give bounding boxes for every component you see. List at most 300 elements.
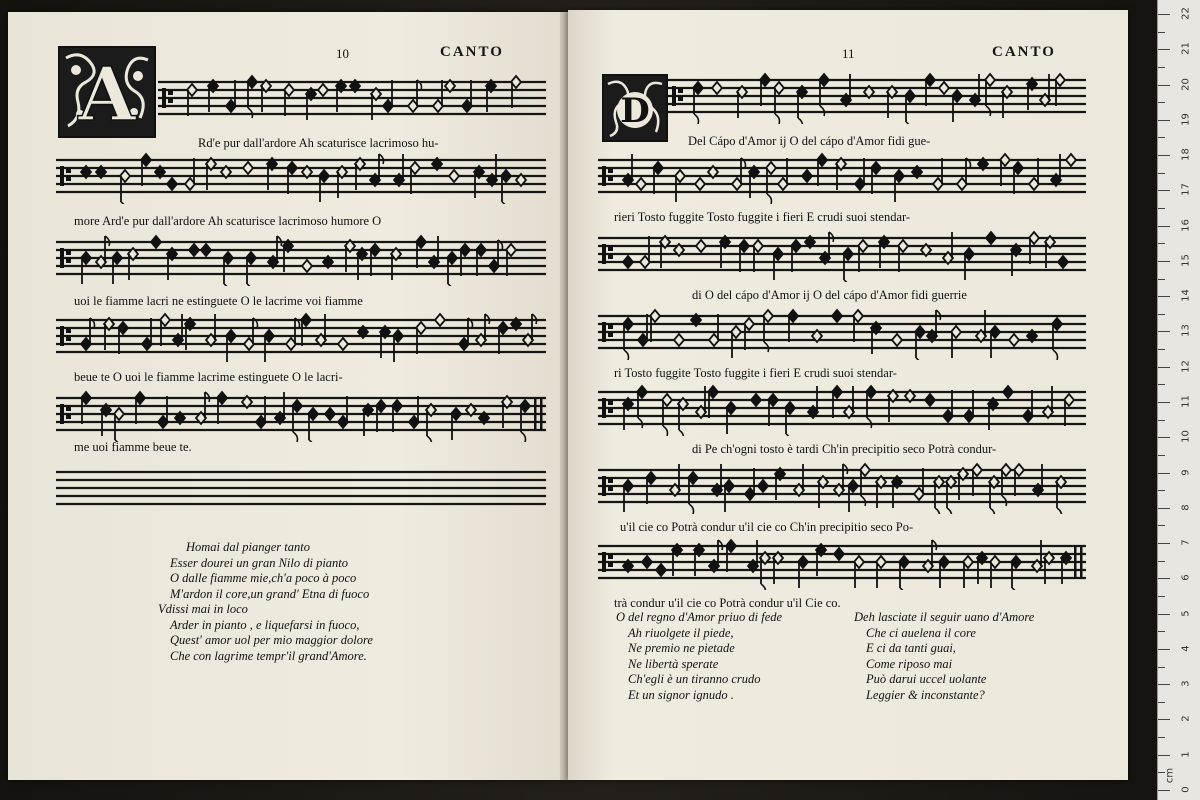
note-icon — [433, 80, 443, 112]
note-icon — [876, 476, 886, 508]
note-icon — [712, 82, 722, 94]
note-icon — [462, 80, 472, 112]
note-icon — [1029, 232, 1039, 264]
empty-staff — [56, 464, 546, 508]
verse-block-left — [616, 610, 782, 703]
note-icon — [81, 392, 91, 424]
lyric-line-6: u'il cie co Potrà condur u'il cie co Ch'in precipitio seco Po- — [620, 520, 914, 534]
verse-line: Deh lasciate il seguir uano d'Amore — [854, 610, 1035, 624]
note-icon — [394, 154, 404, 186]
ruler-tick — [1158, 367, 1170, 368]
note-icon — [1003, 386, 1013, 398]
note-icon — [128, 248, 138, 280]
ruler-label: 4 — [1180, 645, 1192, 652]
note-icon — [958, 468, 968, 500]
verse-line: Homai dal pianger tanto — [186, 540, 310, 554]
verse-line: Esser dourei un gran Nilo di pianto — [170, 555, 349, 570]
left-page — [8, 12, 564, 780]
note-icon — [834, 464, 848, 496]
note-icon — [268, 236, 282, 268]
note-icon — [187, 84, 197, 116]
note-icon — [854, 556, 864, 588]
ruler-tick — [1158, 420, 1165, 421]
note-icon — [1058, 256, 1068, 268]
note-icon — [318, 84, 328, 96]
note-icon — [256, 396, 266, 428]
note-icon — [923, 540, 937, 572]
ruler-label: 14 — [1180, 289, 1192, 303]
note-icon — [357, 248, 367, 280]
note-icon — [523, 314, 537, 346]
ruler-label: 0 — [1180, 786, 1192, 793]
ruler-label: 8 — [1180, 504, 1192, 511]
verse-block — [158, 540, 373, 664]
note-icon — [1043, 386, 1053, 418]
note-icon — [1027, 78, 1037, 110]
note-icon — [408, 80, 422, 112]
note-icon — [451, 408, 461, 440]
note-icon — [167, 178, 177, 190]
note-icon — [371, 88, 381, 120]
note-icon — [306, 88, 316, 120]
note-icon — [206, 314, 216, 346]
note-icon — [489, 240, 503, 272]
note-icon — [773, 552, 783, 584]
ruler-label: 2 — [1180, 715, 1192, 723]
note-icon — [114, 408, 124, 442]
note-icon — [990, 556, 1000, 588]
verse-line: Vdissi mai in loco — [158, 602, 248, 616]
ruler-label: 17 — [1180, 183, 1192, 197]
ruler-tick — [1158, 455, 1165, 456]
note-icon — [283, 240, 293, 272]
lyric-line-2: more Ard'e pur dall'ardore Ah scaturisce lacrimoso humore O — [74, 214, 382, 228]
note-icon — [1029, 158, 1039, 190]
note-icon — [243, 162, 253, 174]
note-icon — [623, 398, 633, 430]
ruler-unit: cm — [1164, 767, 1176, 784]
note-icon — [853, 310, 863, 342]
ruler-tick — [1158, 349, 1165, 350]
ruler-tick — [1158, 32, 1165, 33]
note-icon — [167, 248, 177, 280]
note-icon — [899, 556, 909, 590]
note-icon — [726, 402, 736, 434]
note-icon — [160, 314, 170, 346]
ruler-tick — [1158, 578, 1170, 579]
note-icon — [939, 82, 949, 94]
note-icon — [964, 390, 974, 422]
note-icon — [798, 556, 808, 588]
note-icon — [449, 170, 459, 182]
note-icon — [226, 330, 236, 362]
note-icon — [720, 236, 730, 268]
verse-line: Come riposo mai — [866, 656, 953, 671]
note-icon — [640, 236, 650, 268]
note-icon — [775, 468, 785, 500]
note-icon — [894, 170, 904, 202]
ruler-tick — [1158, 120, 1170, 121]
ruler-label: 13 — [1180, 324, 1192, 338]
note-icon — [267, 158, 277, 190]
note-icon — [623, 256, 633, 268]
note-icon — [118, 322, 128, 354]
note-icon — [656, 564, 666, 576]
note-icon — [943, 232, 953, 264]
note-icon — [794, 464, 804, 496]
note-icon — [871, 162, 881, 194]
note-icon — [208, 80, 218, 112]
note-icon — [768, 394, 778, 426]
note-icon — [836, 158, 846, 190]
ruler-tick — [1158, 561, 1165, 562]
staff-line-3 — [598, 230, 1086, 282]
note-icon — [876, 556, 886, 588]
ruler-tick — [1158, 49, 1170, 50]
note-icon — [1066, 154, 1076, 166]
note-icon — [724, 480, 734, 512]
note-icon — [841, 74, 851, 106]
note-icon — [244, 318, 258, 350]
verse-block-right — [854, 610, 1034, 703]
staff-line-1 — [668, 72, 1086, 124]
note-icon — [286, 318, 300, 350]
lyric-line-7: trà condur u'il cie co Potrà condur u'il Cie co. — [614, 596, 841, 610]
verse-line: M'ardon il core,un grand' Etna di fuoco — [170, 586, 370, 601]
note-icon — [1013, 162, 1023, 194]
note-icon — [416, 322, 426, 354]
note-icon — [409, 396, 419, 428]
note-icon — [376, 400, 386, 432]
verse-line: Leggier & inconstante? — [866, 687, 985, 702]
note-icon — [301, 314, 311, 346]
ruler-tick — [1158, 737, 1165, 738]
note-icon — [888, 390, 898, 422]
note-icon — [338, 338, 348, 350]
ruler-label: 5 — [1180, 609, 1192, 617]
note-icon — [636, 178, 646, 190]
note-icon — [887, 86, 897, 118]
note-icon — [670, 464, 680, 496]
note-icon — [264, 330, 274, 362]
verse-line: Ne premio ne pietade — [628, 641, 735, 655]
note-icon — [623, 480, 633, 512]
note-icon — [486, 80, 496, 112]
note-icon — [1000, 154, 1010, 186]
ruler-label: 3 — [1180, 680, 1192, 687]
note-icon — [650, 310, 660, 342]
verse-line: O del regno d'Amor priuo di fede — [616, 610, 783, 624]
verse-line: E ci da tanti guai, — [866, 641, 956, 655]
note-icon — [302, 260, 312, 272]
note-icon — [977, 552, 987, 584]
note-icon — [933, 158, 943, 190]
note-icon — [506, 244, 516, 276]
note-icon — [986, 232, 996, 244]
note-icon — [502, 396, 512, 428]
ruler-tick — [1158, 14, 1170, 15]
note-icon — [808, 386, 818, 418]
note-icon — [748, 540, 758, 572]
note-icon — [1064, 394, 1074, 426]
note-icon — [623, 154, 633, 186]
ruler-tick — [1158, 684, 1170, 685]
note-icon — [410, 162, 420, 194]
note-icon — [739, 240, 749, 272]
note-icon — [751, 394, 761, 406]
verse-line: Ne libertà sperate — [628, 656, 719, 671]
note-icon — [120, 170, 130, 204]
ruler-label: 16 — [1180, 218, 1192, 232]
verse-line: Che ci auelena il core — [866, 625, 976, 640]
lyric-line-5: di Pe ch'ogni tosto è tardi Ch'in precipitio seco Potrà condur- — [692, 442, 997, 456]
note-icon — [370, 154, 384, 186]
note-icon — [871, 322, 881, 354]
staff-line-2 — [598, 152, 1086, 204]
note-icon — [963, 556, 973, 588]
note-icon — [185, 318, 195, 350]
note-icon — [778, 158, 788, 190]
note-icon — [843, 248, 853, 282]
initial-ornament-icon — [60, 48, 154, 136]
note-icon — [158, 396, 168, 428]
note-icon — [760, 74, 770, 106]
lyric-line-4: ri Tosto fuggite Tosto fuggite i fieri E crudi suoi stendar- — [614, 366, 897, 380]
note-icon — [731, 326, 741, 358]
note-icon — [1033, 464, 1043, 496]
note-icon — [816, 544, 826, 576]
note-icon — [970, 74, 980, 106]
ruler-tick — [1158, 226, 1170, 227]
note-icon — [185, 158, 195, 190]
ruler-tick — [1158, 543, 1170, 544]
note-icon — [308, 408, 318, 442]
note-icon — [141, 154, 151, 186]
ruler-tick — [1158, 155, 1170, 156]
ruler-tick — [1158, 85, 1170, 86]
ruler-label: 19 — [1180, 112, 1192, 126]
note-icon — [1023, 390, 1033, 422]
note-icon — [189, 244, 199, 256]
ruler-label: 15 — [1180, 254, 1192, 267]
note-icon — [217, 392, 227, 424]
note-icon — [101, 404, 111, 436]
ruler-tick — [1158, 719, 1170, 720]
note-icon — [1011, 244, 1021, 276]
note-icon — [785, 402, 795, 436]
note-icon — [1011, 556, 1021, 590]
note-icon — [844, 386, 854, 418]
note-icon — [832, 310, 842, 322]
note-icon — [391, 248, 401, 280]
note-icon — [319, 170, 329, 202]
note-icon — [898, 240, 908, 272]
note-icon — [345, 240, 355, 272]
note-icon — [447, 252, 457, 286]
verse-line: Che con lagrime tempr'il grand'Amore. — [170, 648, 367, 663]
staff-line-3 — [56, 234, 546, 286]
note-icon — [223, 252, 233, 286]
note-icon — [459, 318, 473, 350]
note-icon — [487, 154, 497, 186]
note-icon — [287, 162, 297, 194]
note-icon — [952, 90, 962, 122]
ruler-tick — [1158, 173, 1165, 174]
note-icon — [1044, 552, 1054, 584]
note-icon — [355, 158, 365, 190]
ruler-tick — [1158, 261, 1170, 262]
lyric-line-3: di O del cápo d'Amor ij O del cápo d'Amor fidi guerrie — [692, 288, 967, 302]
note-icon — [646, 472, 656, 504]
note-icon — [112, 252, 122, 284]
staff-line-2 — [56, 152, 546, 204]
note-icon — [818, 476, 828, 508]
ruler-tick — [1158, 649, 1170, 650]
ruler-tick — [1158, 525, 1165, 526]
staff-line-4 — [598, 308, 1086, 360]
ruler-label: 9 — [1180, 468, 1192, 476]
note-icon — [653, 162, 663, 194]
note-icon — [712, 464, 722, 496]
note-icon — [708, 386, 718, 418]
note-icon — [672, 544, 682, 576]
note-icon — [284, 84, 294, 116]
note-icon — [393, 330, 403, 362]
ruler-tick — [1158, 384, 1165, 385]
ruler-tick — [1158, 279, 1165, 280]
staff-line-5 — [598, 384, 1086, 436]
note-icon — [675, 170, 685, 202]
ruler-label: 20 — [1180, 77, 1192, 91]
note-icon — [338, 396, 348, 428]
verse-line: Ah riuolgete il piede, — [628, 625, 734, 640]
verse-line: Quest' amor uol per mio maggior dolore — [170, 633, 373, 647]
ruler-tick — [1158, 631, 1165, 632]
note-icon — [104, 318, 114, 350]
ruler-label: 7 — [1180, 539, 1192, 546]
note-icon — [976, 310, 986, 342]
verse-line: Et un signor ignudo . — [628, 687, 734, 702]
note-icon — [695, 178, 705, 190]
lyric-line-1: Del Cápo d'Amor ij O del cápo d'Amor fidi gue- — [688, 134, 931, 148]
ruler-tick — [1158, 473, 1170, 474]
note-icon — [892, 476, 902, 508]
note-icon — [788, 310, 798, 342]
note-icon — [142, 318, 152, 350]
lyric-line-2: rieri Tosto fuggite Tosto fuggite i fieri E crudi suoi stendar- — [614, 210, 911, 224]
note-icon — [196, 392, 210, 424]
note-icon — [925, 394, 935, 406]
ruler-tick — [1158, 790, 1170, 791]
note-icon — [753, 240, 763, 272]
note-icon — [1055, 74, 1065, 106]
note-icon — [642, 556, 652, 568]
initial-letter-a: A — [78, 52, 136, 136]
note-icon — [951, 326, 961, 358]
note-icon — [325, 408, 335, 420]
note-icon — [988, 398, 998, 430]
measurement-ruler — [1157, 0, 1200, 800]
ruler-label: 6 — [1180, 574, 1192, 582]
note-icon — [943, 390, 953, 422]
note-icon — [745, 468, 755, 500]
note-icon — [81, 252, 91, 284]
note-icon — [383, 80, 393, 112]
ruler-label: 11 — [1180, 395, 1192, 408]
note-icon — [749, 166, 759, 198]
ruler-label: 21 — [1180, 42, 1192, 56]
note-icon — [820, 232, 834, 264]
note-icon — [1032, 540, 1042, 572]
lyric-line-4: beue te O uoi le fiamme lacrime estinguete O le lacri- — [74, 370, 343, 384]
note-icon — [892, 334, 902, 346]
staff-line-6 — [598, 462, 1086, 514]
note-icon — [416, 236, 426, 268]
note-icon — [905, 90, 915, 124]
note-icon — [380, 326, 390, 358]
staff-line-5 — [56, 390, 546, 442]
ruler-tick — [1158, 596, 1165, 597]
note-icon — [201, 244, 211, 256]
note-icon — [498, 322, 508, 354]
ruler-label: 1 — [1180, 751, 1192, 758]
note-icon — [476, 244, 486, 276]
note-icon — [709, 540, 723, 572]
ruler-tick — [1158, 667, 1165, 668]
note-icon — [990, 326, 1000, 358]
ruler-tick — [1158, 755, 1170, 756]
ruler-label: 12 — [1180, 359, 1192, 373]
ruler-tick — [1158, 137, 1165, 138]
ruler-tick — [1158, 402, 1170, 403]
note-icon — [791, 240, 801, 272]
note-icon — [226, 80, 236, 112]
verse-line: Può darui uccel uolante — [866, 672, 987, 686]
note-icon — [972, 464, 982, 496]
ruler-tick — [1158, 702, 1165, 703]
note-icon — [638, 314, 648, 346]
note-icon — [1045, 236, 1055, 268]
ruler-label: 22 — [1180, 7, 1192, 20]
note-icon — [81, 318, 95, 350]
ruler-tick — [1158, 208, 1165, 209]
ruler-tick — [1158, 296, 1170, 297]
lyric-line-3: uoi le fiamme lacri ne estinguete O le lacrime voi fiamme — [74, 294, 363, 308]
note-icon — [206, 158, 216, 190]
ruler-label: 18 — [1180, 148, 1192, 161]
note-icon — [261, 80, 271, 112]
note-icon — [957, 158, 971, 190]
right-page-number: 11 — [842, 46, 855, 61]
note-icon — [817, 154, 827, 186]
note-icon — [674, 334, 684, 346]
note-icon — [773, 248, 783, 280]
note-icon — [696, 240, 706, 252]
note-icon — [834, 548, 844, 560]
ruler-tick — [1158, 437, 1170, 438]
verse-line: O dalle fiamme mie,ch'a poco à poco — [170, 571, 357, 585]
staff-line-4 — [56, 312, 546, 364]
note-icon — [435, 314, 445, 326]
note-icon — [370, 244, 380, 276]
decorated-initial-d — [602, 74, 668, 142]
note-icon — [1051, 154, 1061, 186]
note-icon — [1014, 464, 1024, 496]
note-icon — [927, 310, 941, 342]
note-icon — [744, 318, 754, 350]
note-icon — [511, 76, 521, 108]
note-icon — [925, 74, 935, 106]
